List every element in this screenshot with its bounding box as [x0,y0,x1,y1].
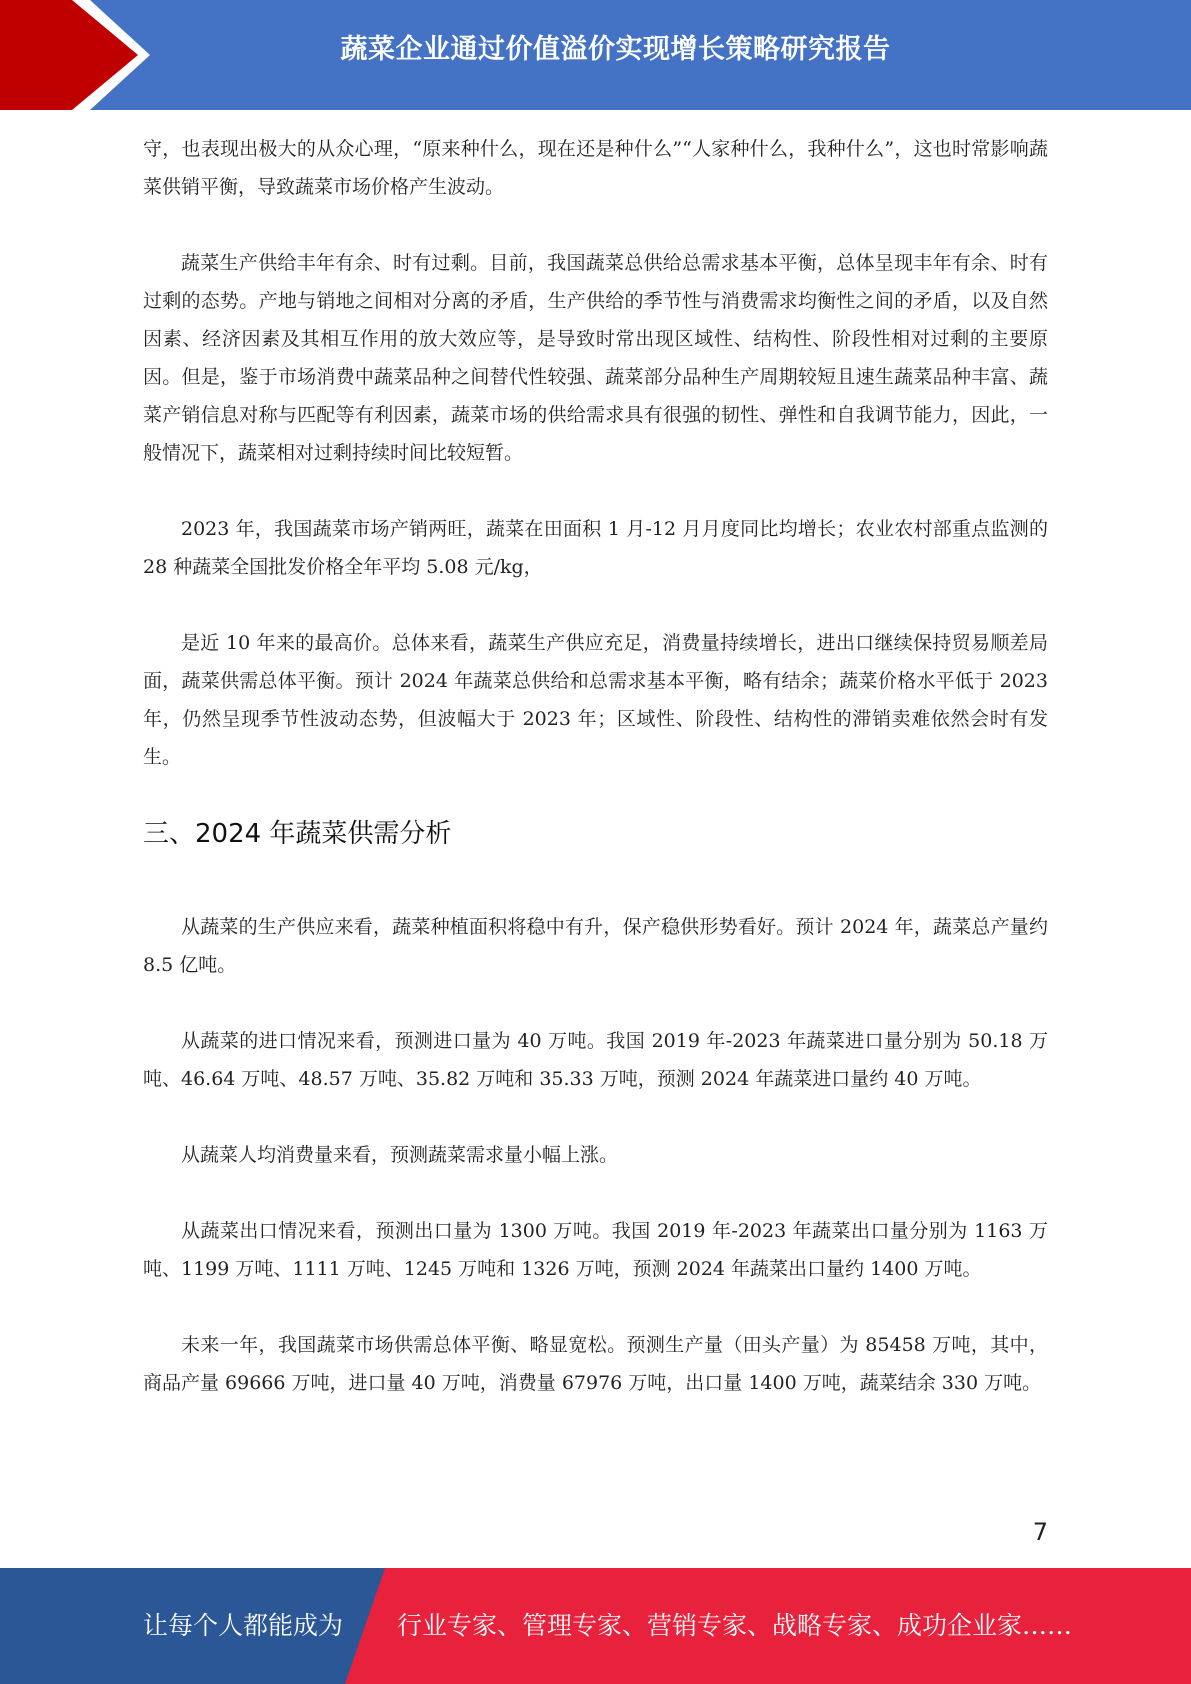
report-title: 蔬菜企业通过价值溢价实现增长策略研究报告 [340,34,891,65]
paragraph: 未来一年，我国蔬菜市场供需总体平衡、略显宽松。预测生产量（田头产量）为 85458 万吨，其中，商品产量 69666 万吨，进口量 40 万吨，消费量 67976 万吨，出口量 1400 万吨，蔬菜结余 330 万吨。 [143,1334,1048,1394]
paragraph: 2023 年，我国蔬菜市场产销两旺，蔬菜在田面积 1 月-12 月月度同比均增长；农业农村部重点监测的 28 种蔬菜全国批发价格全年平均 5.08 元/kg， [143,518,1048,578]
section-heading: 三、2024 年蔬菜供需分析 [143,819,452,849]
paragraph: 从蔬菜的进口情况来看，预测进口量为 40 万吨。我国 2019 年-2023 年蔬菜进口量分别为 50.18 万吨、46.64 万吨、48.57 万吨、35.82 万吨和 35.33 万吨，预测 2024 年蔬菜进口量约 40 万吨。 [143,1030,1048,1090]
paragraph: 从蔬菜出口情况来看，预测出口量为 1300 万吨。我国 2019 年-2023 年蔬菜出口量分别为 1163 万吨、1199 万吨、1111 万吨、1245 万吨和 1326 万吨，预测 2024 年蔬菜出口量约 1400 万吨。 [143,1220,1048,1280]
paragraph: 是近 10 年来的最高价。总体来看，蔬菜生产供应充足，消费量持续增长，进出口继续保持贸易顺差局面，蔬菜供需总体平衡。预计 2024 年蔬菜总供给和总需求基本平衡，略有结余；蔬菜价格水平低于 2023 年，仍然呈现季节性波动态势，但波幅大于 2023 年；区域性、阶段性、结构性的滞销卖难依然会时有发生。 [143,632,1048,768]
paragraph: 守，也表现出极大的从众心理，“原来种什么，现在还是种什么”“人家种什么，我种什么”，这也时常影响蔬菜供销平衡，导致蔬菜市场价格产生波动。 [143,138,1048,198]
page-footer [0,1568,1191,1684]
page-header [0,0,1191,110]
paragraph: 蔬菜生产供给丰年有余、时有过剩。目前，我国蔬菜总供给总需求基本平衡，总体呈现丰年有余、时有过剩的态势。产地与销地之间相对分离的矛盾，生产供给的季节性与消费需求均衡性之间的矛盾，以及自然因素、经济因素及其相互作用的放大效应等，是导致时常出现区域性、结构性、阶段性相对过剩的主要原因。但是，鉴于市场消费中蔬菜品种之间替代性较强、蔬菜部分品种生产周期较短且速生蔬菜品种丰富、蔬菜产销信息对称与匹配等有利因素，蔬菜市场的供给需求具有很强的韧性、弹性和自我调节能力，因此，一般情况下，蔬菜相对过剩持续时间比较短暂。 [143,252,1048,464]
paragraph: 从蔬菜的生产供应来看，蔬菜种植面积将稳中有升，保产稳供形势看好。预计 2024 年，蔬菜总产量约 8.5 亿吨。 [143,916,1048,976]
footer-slogan-left: 让每个人都能成为 [143,1611,344,1640]
page-number: 7 [1032,1518,1048,1546]
paragraph: 从蔬菜人均消费量来看，预测蔬菜需求量小幅上涨。 [181,1144,619,1166]
document-body [143,130,1048,1440]
footer-slogan-right: 行业专家、管理专家、营销专家、战略专家、成功企业家…… [397,1611,1073,1640]
